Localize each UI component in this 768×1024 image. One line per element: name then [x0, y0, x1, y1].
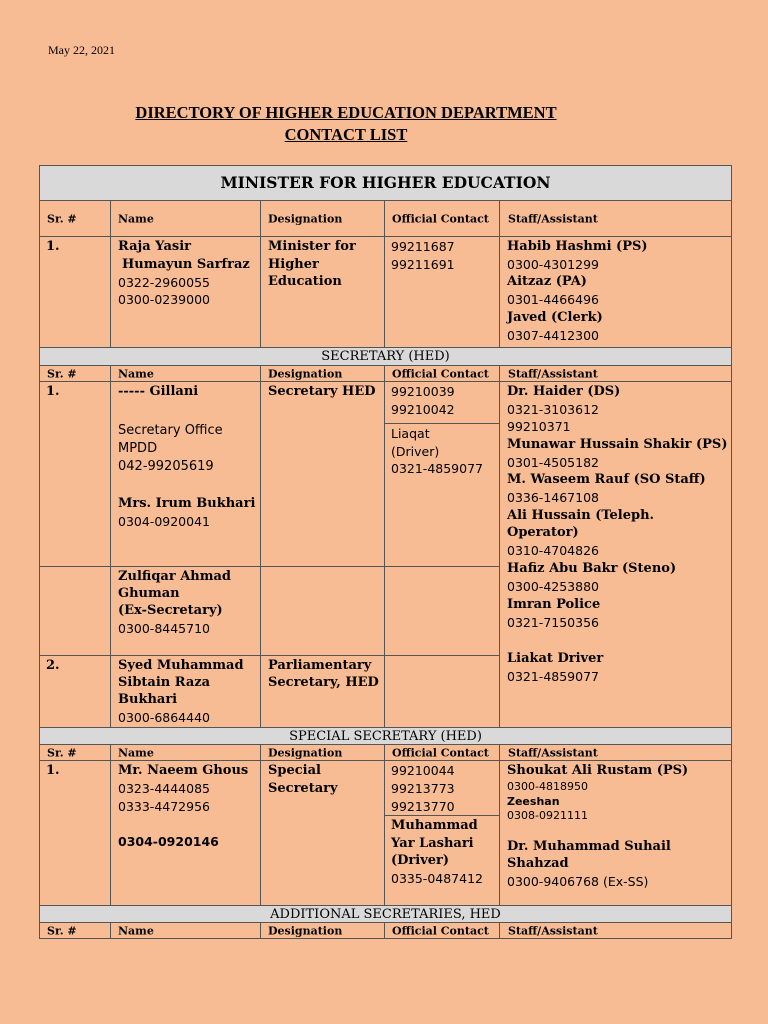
- special-staff-2-phone: 0308-0921111: [507, 809, 588, 822]
- secretary-office: Secretary Office MPDD: [118, 423, 223, 456]
- special-driver-1: Muhammad: [391, 818, 478, 833]
- header-designation: Designation: [268, 212, 343, 225]
- header-sr: Sr. #: [47, 212, 77, 225]
- secretary-staff-4-phone: 0310-4704826: [507, 543, 599, 558]
- secretary-contact-2: 99210042: [391, 402, 455, 417]
- secretary-name-2-phone: 0304-0920041: [118, 514, 210, 529]
- header-contact: Official Contact: [392, 367, 489, 380]
- special-sr: 1.: [46, 763, 60, 778]
- special-driver-2: Yar Lashari: [391, 836, 474, 851]
- header-designation: Designation: [268, 746, 343, 759]
- secretary-header-row: [39, 365, 732, 382]
- special-name: Mr. Naeem Ghous: [118, 763, 249, 778]
- ex-secretary-name-1: Zulfiqar Ahmad: [118, 569, 232, 584]
- minister-staff-3-phone: 0307-4412300: [507, 328, 599, 343]
- special-driver-phone: 0335-0487412: [391, 871, 483, 886]
- header-contact: Official Contact: [392, 924, 489, 937]
- special-staff-1: Shoukat Ali Rustam (PS): [507, 763, 689, 778]
- special-staff-3a: Dr. Muhammad Suhail: [507, 839, 671, 854]
- special-staff-3b: Shahzad: [507, 856, 569, 871]
- secretary-staff-1: Dr. Haider (DS): [507, 384, 621, 399]
- special-contact-2: 99213773: [391, 781, 455, 796]
- special-phone-2: 0333-4472956: [118, 799, 210, 814]
- header-designation: Designation: [268, 924, 343, 937]
- secretary-contact-1: 99210039: [391, 384, 455, 399]
- minister-staff-1: Habib Hashmi (PS): [507, 239, 648, 254]
- header-sr: Sr. #: [47, 367, 77, 380]
- document-subtitle: CONTACT LIST: [284, 125, 408, 144]
- secretary-heading: SECRETARY (HED): [39, 347, 732, 366]
- secretary-driver-phone: 0321-4859077: [391, 461, 483, 476]
- document-date: May 22, 2021: [48, 43, 115, 57]
- secretary-driver-2: (Driver): [391, 444, 440, 459]
- secretary-office-phone: 042-99205619: [118, 459, 214, 474]
- parl-secretary-name-1: Syed Muhammad: [118, 658, 244, 673]
- header-contact: Official Contact: [392, 746, 489, 759]
- header-sr: Sr. #: [47, 746, 77, 759]
- header-contact: Official Contact: [392, 212, 489, 225]
- parl-secretary-name-2: Sibtain Raza: [118, 675, 211, 690]
- minister-staff-2: Aitzaz (PA): [507, 274, 587, 289]
- secretary-designation: Secretary HED: [268, 384, 376, 399]
- special-staff-1-phone: 0300-4818950: [507, 780, 588, 793]
- header-designation: Designation: [268, 367, 343, 380]
- parl-secretary-phone: 0300-6864440: [118, 710, 210, 725]
- special-designation-1: Special: [268, 763, 321, 778]
- secretary-staff-1-phone: 0321-3103612: [507, 402, 599, 417]
- secretary-staff-5: Hafiz Abu Bakr (Steno): [507, 561, 677, 576]
- special-secretary-heading: SPECIAL SECRETARY (HED): [39, 727, 732, 745]
- additional-header-row: [39, 922, 732, 939]
- header-staff: Staff/Assistant: [508, 746, 598, 759]
- special-header-row: [39, 744, 732, 761]
- secretary-staff-5-phone: 0300-4253880: [507, 579, 599, 594]
- minister-contact-1: 99211687: [391, 239, 455, 254]
- secretary-staff-3-phone: 0336-1467108: [507, 490, 599, 505]
- parl-secretary-name-3: Bukhari: [118, 692, 178, 707]
- minister-name-2: Humayun Sarfraz: [122, 257, 250, 272]
- minister-name-1: Raja Yasir: [118, 239, 191, 254]
- ex-secretary-phone: 0300-8445710: [118, 621, 210, 636]
- secretary-staff-6-phone: 0321-7150356: [507, 615, 599, 630]
- header-staff: Staff/Assistant: [508, 924, 598, 937]
- additional-secretaries-heading: ADDITIONAL SECRETARIES, HED: [39, 905, 732, 923]
- special-designation-2: Secretary: [268, 781, 338, 796]
- secretary-sr-1: 1.: [46, 384, 60, 399]
- special-contact-3: 99213770: [391, 799, 455, 814]
- secretary-staff-4: Ali Hussain (Teleph.: [507, 508, 655, 523]
- header-staff: Staff/Assistant: [508, 367, 598, 380]
- header-staff: Staff/Assistant: [508, 212, 598, 225]
- minister-staff-3: Javed (Clerk): [507, 310, 603, 325]
- secretary-staff-2-phone: 0301-4505182: [507, 455, 599, 470]
- minister-designation: Minister for Higher Education: [268, 239, 356, 290]
- secretary-staff-3: M. Waseem Rauf (SO Staff): [507, 472, 706, 487]
- header-name: Name: [118, 924, 154, 937]
- minister-header-row: [39, 200, 732, 237]
- header-name: Name: [118, 212, 154, 225]
- secretary-staff-6: Imran Police: [507, 597, 601, 612]
- parl-secretary-designation-1: Parliamentary: [268, 658, 372, 673]
- special-phone-1: 0323-4444085: [118, 781, 210, 796]
- header-name: Name: [118, 746, 154, 759]
- secretary-driver-1: Liaqat: [391, 426, 430, 441]
- special-staff-3-phone: 0300-9406768 (Ex-SS): [507, 874, 649, 889]
- special-contact-1: 99210044: [391, 763, 455, 778]
- minister-sr: 1.: [46, 239, 60, 254]
- minister-contact-2: 99211691: [391, 257, 455, 272]
- minister-phone-1: 0322-2960055: [118, 275, 210, 290]
- secretary-name: ----- Gillani: [118, 384, 199, 399]
- secretary-staff-4b: Operator): [507, 525, 579, 540]
- minister-phone-2: 0300-0239000: [118, 292, 210, 307]
- secretary-staff-1-phone-2: 99210371: [507, 419, 571, 434]
- secretary-staff-2: Munawar Hussain Shakir (PS): [507, 437, 728, 452]
- ex-secretary-name-3: (Ex-Secretary): [118, 603, 223, 618]
- header-sr: Sr. #: [47, 924, 77, 937]
- secretary-name-2: Mrs. Irum Bukhari: [118, 496, 256, 511]
- header-name: Name: [118, 367, 154, 380]
- minister-staff-2-phone: 0301-4466496: [507, 292, 599, 307]
- secretary-sr-2: 2.: [46, 658, 60, 673]
- minister-heading: MINISTER FOR HIGHER EDUCATION: [39, 165, 732, 201]
- document-title: DIRECTORY OF HIGHER EDUCATION DEPARTMENT: [135, 103, 557, 122]
- secretary-staff-7-phone: 0321-4859077: [507, 669, 599, 684]
- secretary-staff-7: Liakat Driver: [507, 651, 604, 666]
- special-phone-3: 0304-0920146: [118, 834, 219, 849]
- ex-secretary-name-2: Ghuman: [118, 586, 180, 601]
- special-driver-3: (Driver): [391, 853, 450, 868]
- special-staff-2: Zeeshan: [507, 795, 560, 808]
- minister-staff-1-phone: 0300-4301299: [507, 257, 599, 272]
- parl-secretary-designation-2: Secretary, HED: [268, 675, 379, 690]
